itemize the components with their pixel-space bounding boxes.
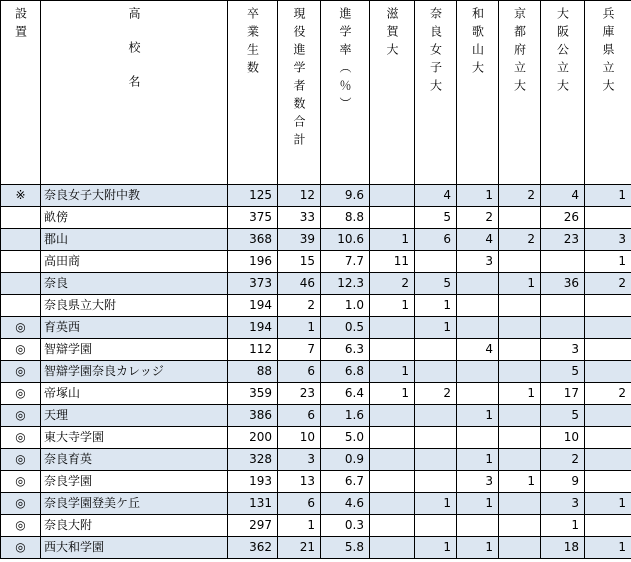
cell-kyoto-pref: 2 xyxy=(499,229,541,251)
cell-kyoto-pref xyxy=(499,295,541,317)
cell-nara-women xyxy=(415,449,457,471)
cell-mark: ◎ xyxy=(1,317,41,339)
cell-mark: ◎ xyxy=(1,383,41,405)
table-row xyxy=(1,207,631,229)
cell-osaka-pub xyxy=(541,251,585,273)
cell-osaka-pub: 18 xyxy=(541,537,585,559)
cell-osaka-pub: 5 xyxy=(541,361,585,383)
header-total: 現役進学者数合計 xyxy=(278,1,321,185)
cell-total: 6 xyxy=(278,493,321,515)
cell-graduates: 386 xyxy=(228,405,278,427)
cell-wakayama: 1 xyxy=(457,493,499,515)
cell-rate: 6.4 xyxy=(321,383,370,405)
header-row xyxy=(1,1,631,185)
cell-shiga: 2 xyxy=(370,273,415,295)
cell-mark: ◎ xyxy=(1,449,41,471)
cell-graduates: 131 xyxy=(228,493,278,515)
cell-mark: ※ xyxy=(1,185,41,207)
cell-kyoto-pref xyxy=(499,515,541,537)
cell-wakayama: 3 xyxy=(457,471,499,493)
cell-total: 46 xyxy=(278,273,321,295)
cell-school: 高田商 xyxy=(41,251,228,273)
cell-mark: ◎ xyxy=(1,471,41,493)
cell-school: 畝傍 xyxy=(41,207,228,229)
cell-rate: 8.8 xyxy=(321,207,370,229)
cell-mark: ◎ xyxy=(1,427,41,449)
cell-school: 天理 xyxy=(41,405,228,427)
cell-nara-women: 4 xyxy=(415,185,457,207)
cell-hyogo-pref xyxy=(585,207,631,229)
cell-graduates: 196 xyxy=(228,251,278,273)
cell-graduates: 368 xyxy=(228,229,278,251)
cell-total: 13 xyxy=(278,471,321,493)
cell-rate: 0.5 xyxy=(321,317,370,339)
cell-wakayama: 1 xyxy=(457,185,499,207)
cell-total: 23 xyxy=(278,383,321,405)
cell-rate: 6.7 xyxy=(321,471,370,493)
cell-graduates: 375 xyxy=(228,207,278,229)
cell-hyogo-pref: 3 xyxy=(585,229,631,251)
cell-total: 33 xyxy=(278,207,321,229)
cell-rate: 7.7 xyxy=(321,251,370,273)
cell-osaka-pub: 1 xyxy=(541,515,585,537)
cell-wakayama: 1 xyxy=(457,537,499,559)
cell-shiga xyxy=(370,471,415,493)
cell-rate: 12.3 xyxy=(321,273,370,295)
cell-hyogo-pref xyxy=(585,449,631,471)
cell-osaka-pub: 4 xyxy=(541,185,585,207)
cell-mark xyxy=(1,295,41,317)
cell-shiga: 1 xyxy=(370,361,415,383)
header-osaka-pub: 大阪公立大 xyxy=(541,1,585,185)
table-row xyxy=(1,471,631,493)
header-graduates: 卒業生数 xyxy=(228,1,278,185)
table-row xyxy=(1,273,631,295)
cell-wakayama xyxy=(457,515,499,537)
cell-hyogo-pref: 1 xyxy=(585,537,631,559)
cell-osaka-pub: 9 xyxy=(541,471,585,493)
cell-shiga xyxy=(370,207,415,229)
cell-rate: 9.6 xyxy=(321,185,370,207)
cell-total: 6 xyxy=(278,361,321,383)
cell-mark xyxy=(1,229,41,251)
cell-shiga xyxy=(370,537,415,559)
cell-graduates: 193 xyxy=(228,471,278,493)
cell-hyogo-pref: 1 xyxy=(585,493,631,515)
cell-school: 郡山 xyxy=(41,229,228,251)
cell-graduates: 359 xyxy=(228,383,278,405)
cell-school: 東大寺学園 xyxy=(41,427,228,449)
table-row xyxy=(1,427,631,449)
cell-school: 西大和学園 xyxy=(41,537,228,559)
cell-nara-women: 2 xyxy=(415,383,457,405)
table-row xyxy=(1,251,631,273)
cell-graduates: 194 xyxy=(228,295,278,317)
cell-nara-women xyxy=(415,405,457,427)
cell-wakayama: 1 xyxy=(457,449,499,471)
cell-osaka-pub: 2 xyxy=(541,449,585,471)
cell-nara-women xyxy=(415,339,457,361)
cell-hyogo-pref xyxy=(585,295,631,317)
cell-osaka-pub: 26 xyxy=(541,207,585,229)
header-nara-women: 奈良女子大 xyxy=(415,1,457,185)
table-row xyxy=(1,361,631,383)
cell-shiga: 1 xyxy=(370,383,415,405)
cell-kyoto-pref: 1 xyxy=(499,273,541,295)
cell-total: 21 xyxy=(278,537,321,559)
cell-mark: ◎ xyxy=(1,515,41,537)
cell-school: 奈良県立大附 xyxy=(41,295,228,317)
cell-graduates: 328 xyxy=(228,449,278,471)
cell-nara-women xyxy=(415,251,457,273)
cell-nara-women: 6 xyxy=(415,229,457,251)
table-row xyxy=(1,537,631,559)
cell-kyoto-pref xyxy=(499,251,541,273)
cell-kyoto-pref xyxy=(499,207,541,229)
cell-mark: ◎ xyxy=(1,537,41,559)
cell-hyogo-pref xyxy=(585,405,631,427)
cell-mark: ◎ xyxy=(1,493,41,515)
cell-total: 1 xyxy=(278,317,321,339)
cell-kyoto-pref xyxy=(499,405,541,427)
header-kyoto-pref: 京都府立大 xyxy=(499,1,541,185)
cell-shiga: 1 xyxy=(370,295,415,317)
cell-shiga xyxy=(370,339,415,361)
cell-shiga xyxy=(370,449,415,471)
cell-shiga xyxy=(370,185,415,207)
table-row xyxy=(1,185,631,207)
cell-total: 1 xyxy=(278,515,321,537)
table-header xyxy=(1,1,631,185)
table-row xyxy=(1,449,631,471)
cell-graduates: 194 xyxy=(228,317,278,339)
cell-total: 2 xyxy=(278,295,321,317)
cell-graduates: 125 xyxy=(228,185,278,207)
table-row xyxy=(1,339,631,361)
cell-kyoto-pref xyxy=(499,449,541,471)
cell-shiga xyxy=(370,515,415,537)
cell-hyogo-pref: 2 xyxy=(585,273,631,295)
cell-hyogo-pref xyxy=(585,427,631,449)
table-row xyxy=(1,405,631,427)
cell-nara-women: 5 xyxy=(415,273,457,295)
cell-school: 奈良学園 xyxy=(41,471,228,493)
cell-osaka-pub: 17 xyxy=(541,383,585,405)
cell-nara-women: 1 xyxy=(415,317,457,339)
cell-nara-women: 1 xyxy=(415,537,457,559)
cell-kyoto-pref: 1 xyxy=(499,471,541,493)
cell-rate: 0.9 xyxy=(321,449,370,471)
cell-graduates: 112 xyxy=(228,339,278,361)
cell-kyoto-pref: 2 xyxy=(499,185,541,207)
cell-school: 帝塚山 xyxy=(41,383,228,405)
cell-shiga: 11 xyxy=(370,251,415,273)
cell-mark xyxy=(1,207,41,229)
cell-total: 6 xyxy=(278,405,321,427)
header-setchi: 設置 xyxy=(1,1,41,185)
cell-school: 奈良女子大附中教 xyxy=(41,185,228,207)
cell-graduates: 362 xyxy=(228,537,278,559)
cell-wakayama xyxy=(457,383,499,405)
cell-nara-women xyxy=(415,361,457,383)
cell-school: 奈良大附 xyxy=(41,515,228,537)
cell-rate: 6.8 xyxy=(321,361,370,383)
cell-osaka-pub: 5 xyxy=(541,405,585,427)
cell-osaka-pub: 23 xyxy=(541,229,585,251)
cell-graduates: 88 xyxy=(228,361,278,383)
cell-total: 3 xyxy=(278,449,321,471)
cell-wakayama: 1 xyxy=(457,405,499,427)
cell-total: 15 xyxy=(278,251,321,273)
cell-school: 智辯学園奈良カレッジ xyxy=(41,361,228,383)
cell-nara-women xyxy=(415,471,457,493)
cell-kyoto-pref xyxy=(499,537,541,559)
cell-school: 奈良育英 xyxy=(41,449,228,471)
cell-nara-women xyxy=(415,427,457,449)
cell-osaka-pub: 3 xyxy=(541,493,585,515)
header-wakayama: 和歌山大 xyxy=(457,1,499,185)
cell-school: 智辯学園 xyxy=(41,339,228,361)
header-hyogo-pref: 兵庫県立大 xyxy=(585,1,631,185)
cell-wakayama xyxy=(457,427,499,449)
cell-hyogo-pref: 1 xyxy=(585,251,631,273)
cell-kyoto-pref xyxy=(499,317,541,339)
cell-hyogo-pref xyxy=(585,361,631,383)
cell-total: 7 xyxy=(278,339,321,361)
cell-wakayama xyxy=(457,295,499,317)
cell-shiga xyxy=(370,317,415,339)
cell-rate: 0.3 xyxy=(321,515,370,537)
cell-kyoto-pref xyxy=(499,427,541,449)
cell-wakayama: 3 xyxy=(457,251,499,273)
cell-shiga xyxy=(370,427,415,449)
cell-school: 奈良学園登美ケ丘 xyxy=(41,493,228,515)
cell-rate: 6.3 xyxy=(321,339,370,361)
cell-total: 12 xyxy=(278,185,321,207)
cell-hyogo-pref xyxy=(585,339,631,361)
cell-kyoto-pref xyxy=(499,361,541,383)
table-body xyxy=(1,185,631,559)
cell-mark: ◎ xyxy=(1,405,41,427)
cell-mark: ◎ xyxy=(1,339,41,361)
table-row xyxy=(1,493,631,515)
cell-total: 39 xyxy=(278,229,321,251)
cell-hyogo-pref xyxy=(585,515,631,537)
cell-rate: 5.8 xyxy=(321,537,370,559)
cell-rate: 1.0 xyxy=(321,295,370,317)
cell-osaka-pub: 10 xyxy=(541,427,585,449)
cell-rate: 1.6 xyxy=(321,405,370,427)
cell-total: 10 xyxy=(278,427,321,449)
cell-wakayama xyxy=(457,273,499,295)
cell-kyoto-pref xyxy=(499,339,541,361)
cell-mark xyxy=(1,273,41,295)
cell-wakayama: 4 xyxy=(457,229,499,251)
cell-rate: 4.6 xyxy=(321,493,370,515)
cell-kyoto-pref: 1 xyxy=(499,383,541,405)
cell-mark xyxy=(1,251,41,273)
cell-nara-women: 1 xyxy=(415,493,457,515)
header-rate: 進学率（％） xyxy=(321,1,370,185)
header-school: 高校名 xyxy=(41,1,228,185)
cell-rate: 5.0 xyxy=(321,427,370,449)
cell-nara-women xyxy=(415,515,457,537)
cell-graduates: 373 xyxy=(228,273,278,295)
table-row xyxy=(1,317,631,339)
cell-hyogo-pref: 1 xyxy=(585,185,631,207)
cell-graduates: 200 xyxy=(228,427,278,449)
cell-kyoto-pref xyxy=(499,493,541,515)
cell-graduates: 297 xyxy=(228,515,278,537)
cell-shiga: 1 xyxy=(370,229,415,251)
header-shiga: 滋賀大 xyxy=(370,1,415,185)
cell-mark: ◎ xyxy=(1,361,41,383)
cell-osaka-pub: 36 xyxy=(541,273,585,295)
table-row xyxy=(1,295,631,317)
table-row xyxy=(1,229,631,251)
cell-hyogo-pref: 2 xyxy=(585,383,631,405)
cell-osaka-pub xyxy=(541,317,585,339)
cell-wakayama: 4 xyxy=(457,339,499,361)
cell-nara-women: 1 xyxy=(415,295,457,317)
table-row xyxy=(1,383,631,405)
cell-hyogo-pref xyxy=(585,317,631,339)
cell-wakayama: 2 xyxy=(457,207,499,229)
table-row xyxy=(1,515,631,537)
cell-shiga xyxy=(370,493,415,515)
cell-shiga xyxy=(370,405,415,427)
cell-osaka-pub: 3 xyxy=(541,339,585,361)
cell-school: 奈良 xyxy=(41,273,228,295)
cell-osaka-pub xyxy=(541,295,585,317)
cell-hyogo-pref xyxy=(585,471,631,493)
cell-wakayama xyxy=(457,317,499,339)
cell-nara-women: 5 xyxy=(415,207,457,229)
cell-school: 育英西 xyxy=(41,317,228,339)
cell-rate: 10.6 xyxy=(321,229,370,251)
cell-wakayama xyxy=(457,361,499,383)
